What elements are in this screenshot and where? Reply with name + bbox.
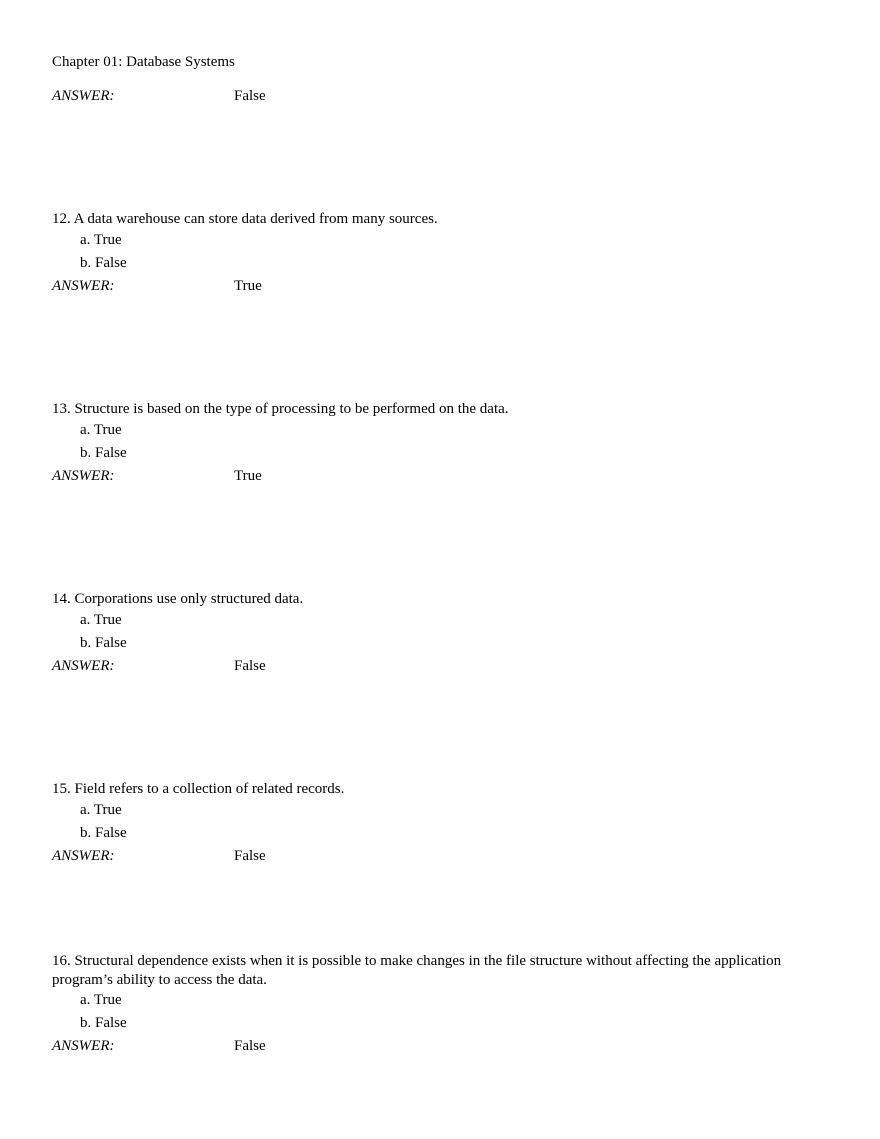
question-16-answer-row: [52, 1036, 452, 1056]
question-15-text: 15. Field refers to a collection of related records.: [52, 781, 345, 797]
question-15-option-a: a. True: [80, 802, 122, 818]
question-13-text: 13. Structure is based on the type of processing to be performed on the data.: [52, 401, 509, 417]
question-12-option-a: a. True: [80, 232, 122, 248]
question-13-answer-row: [52, 466, 452, 486]
answer-label: ANSWER:: [52, 658, 115, 674]
question-12-answer-row: [52, 276, 452, 296]
answer-label: ANSWER:: [52, 848, 115, 864]
question-14-option-b: b. False: [80, 635, 127, 651]
question-13-option-a: a. True: [80, 422, 122, 438]
answer-label: ANSWER:: [52, 88, 115, 104]
previous-answer-row: [52, 86, 452, 106]
answer-value: False: [234, 1038, 266, 1054]
answer-label: ANSWER:: [52, 468, 115, 484]
answer-value: False: [234, 658, 266, 674]
question-14-text: 14. Corporations use only structured data.: [52, 591, 304, 607]
question-13-option-b: b. False: [80, 445, 127, 461]
answer-value: True: [234, 468, 262, 484]
answer-value: False: [234, 88, 266, 104]
question-14-answer-row: [52, 656, 452, 676]
answer-label: ANSWER:: [52, 1038, 115, 1054]
question-16-option-a: a. True: [80, 992, 122, 1008]
answer-value: True: [234, 278, 262, 294]
question-15-answer-row: [52, 846, 452, 866]
question-14-option-a: a. True: [80, 612, 122, 628]
question-12-option-b: b. False: [80, 255, 127, 271]
question-16-text: 16. Structural dependence exists when it is possible to make changes in the file structure without affecting the application program’s ability to access the data.: [52, 953, 782, 988]
answer-value: False: [234, 848, 266, 864]
answer-label: ANSWER:: [52, 278, 115, 294]
question-12-text: 12. A data warehouse can store data derived from many sources.: [52, 211, 438, 227]
question-15-option-b: b. False: [80, 825, 127, 841]
question-16-option-b: b. False: [80, 1015, 127, 1031]
chapter-title: Chapter 01: Database Systems: [52, 54, 235, 70]
